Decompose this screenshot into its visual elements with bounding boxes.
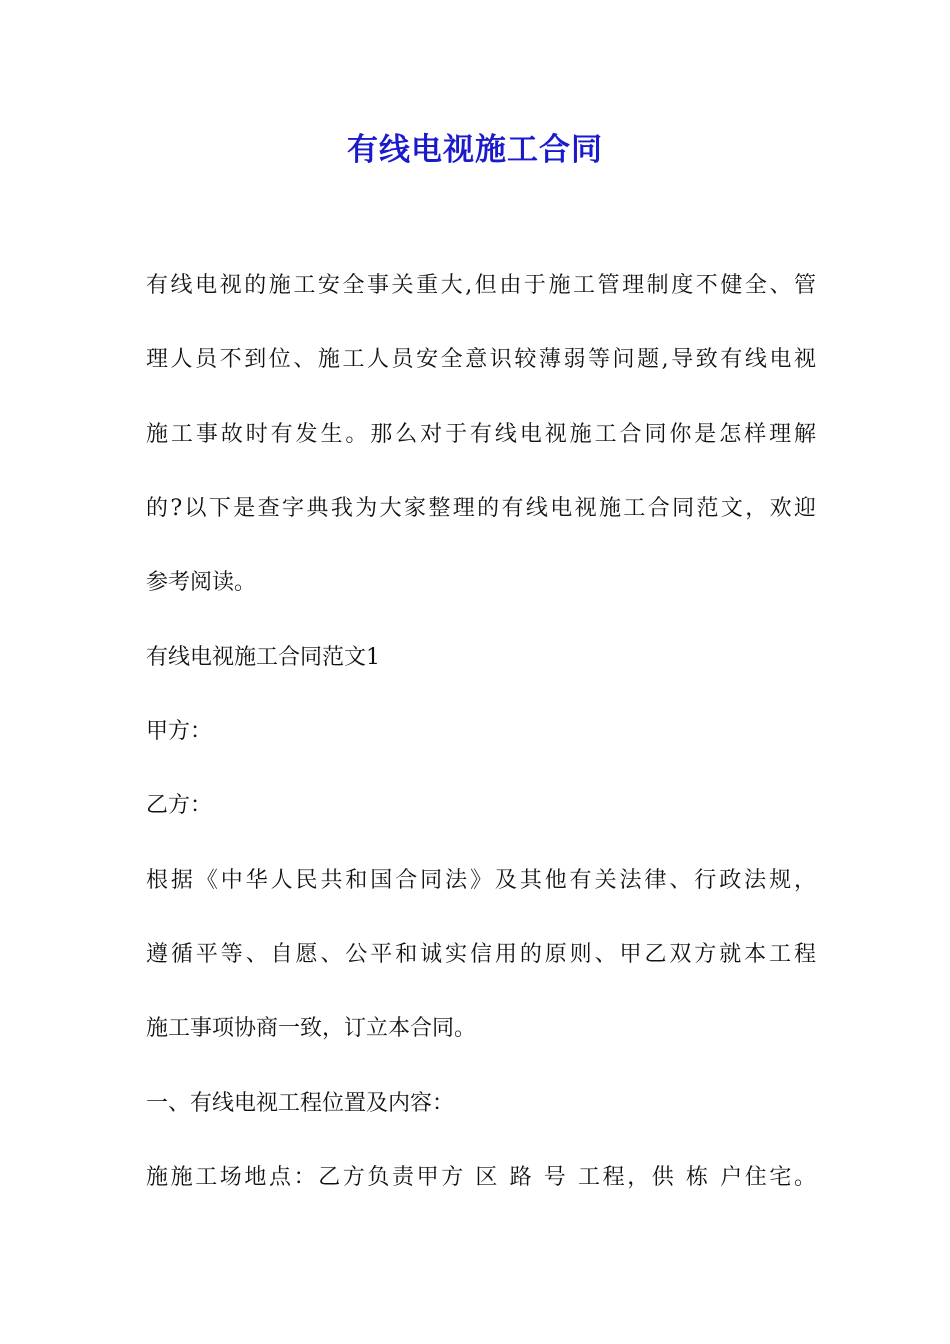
sample-heading: 有线电视施工合同范文1 bbox=[146, 645, 380, 670]
party-b-label: 乙方： bbox=[146, 793, 213, 818]
intro-line-4: 的?以下是查字典我为大家整理的有线电视施工合同范文，欢迎 bbox=[146, 496, 816, 521]
party-a-label: 甲方： bbox=[146, 719, 213, 744]
intro-line-3: 施工事故时有发生。那么对于有线电视施工合同你是怎样理解 bbox=[146, 422, 816, 447]
site-line: 施施工场地点：乙方负责甲方 区 路 号 工程，供 栋 户住宅。 bbox=[146, 1165, 816, 1190]
basis-line-2: 遵循平等、自愿、公平和诚实信用的原则、甲乙双方就本工程 bbox=[146, 942, 816, 967]
section-1-heading: 一、有线电视工程位置及内容： bbox=[146, 1091, 455, 1116]
intro-line-1: 有线电视的施工安全事关重大,但由于施工管理制度不健全、管 bbox=[146, 273, 816, 298]
intro-line-2: 理人员不到位、施工人员安全意识较薄弱等问题,导致有线电视 bbox=[146, 347, 816, 372]
basis-line-1: 根据《中华人民共和国合同法》及其他有关法律、行政法规， bbox=[146, 868, 816, 893]
basis-line-3: 施工事项协商一致，订立本合同。 bbox=[146, 1016, 477, 1041]
intro-line-5: 参考阅读。 bbox=[146, 570, 257, 595]
document-title: 有线电视施工合同 bbox=[347, 132, 603, 168]
